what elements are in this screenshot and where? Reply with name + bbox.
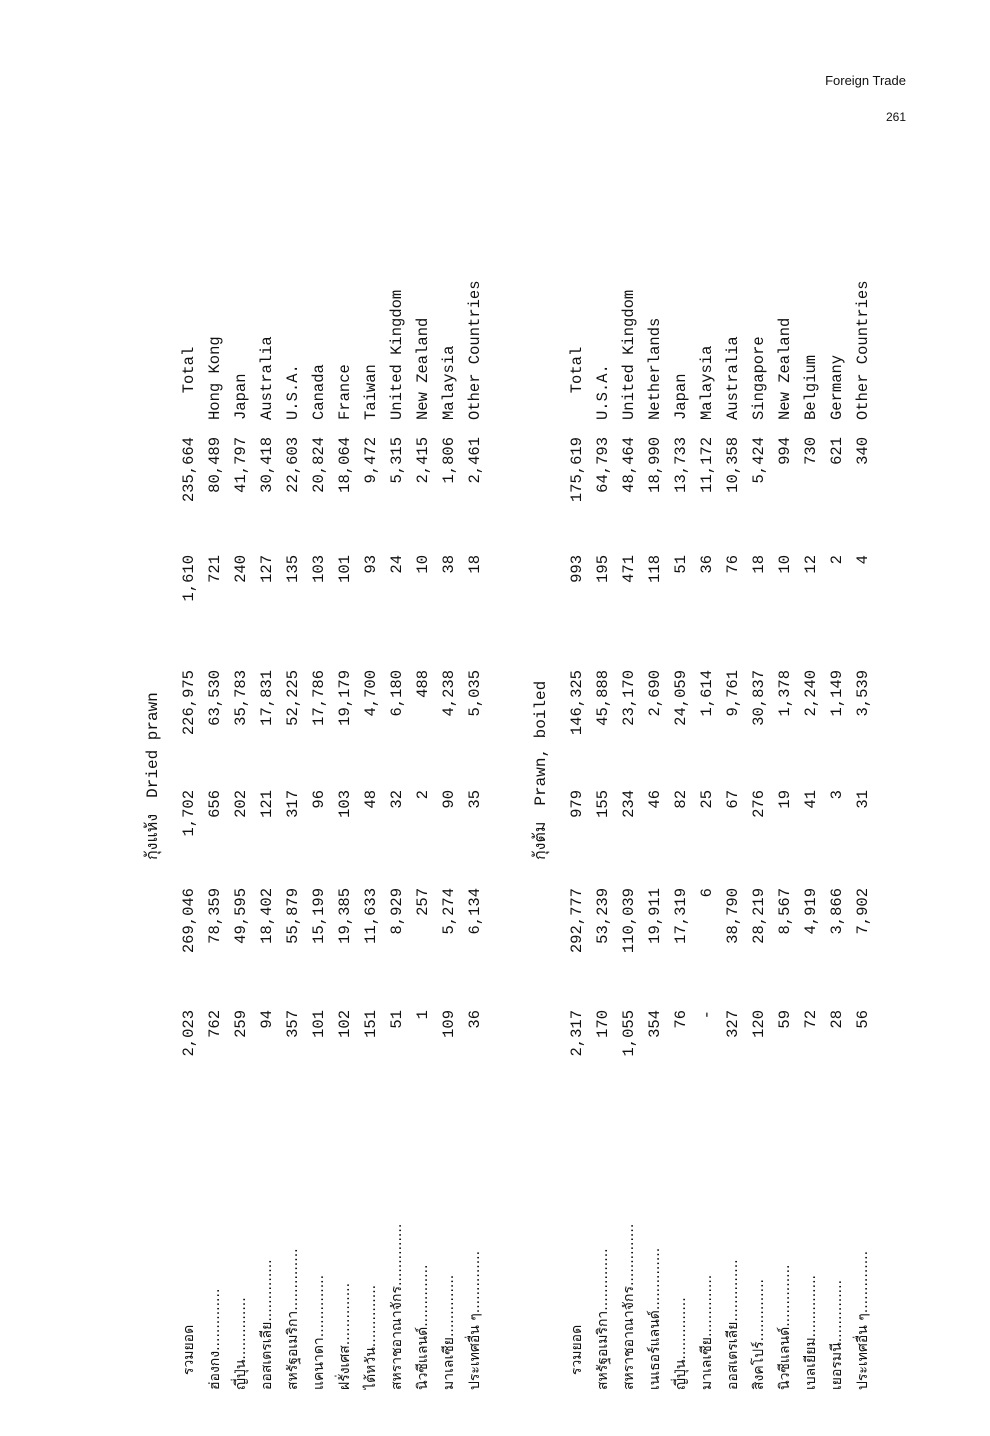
total-row <box>176 280 202 1400</box>
value-cell: 10,358 <box>724 437 742 493</box>
english-country-label: Singapore <box>750 336 768 420</box>
value-cell: 103 <box>336 790 354 818</box>
thai-country-label: ญี่ปุ่น.............. <box>233 1297 249 1390</box>
table-row <box>824 280 850 1400</box>
english-country-label: Total <box>568 346 586 394</box>
section-title-english: Dried prawn <box>144 692 162 798</box>
thai-country-label: สหรัฐอเมริกา.............. <box>595 1248 611 1390</box>
english-country-label: Other Countries <box>466 280 484 420</box>
value-cell: 118 <box>646 555 664 583</box>
value-cell: 9,761 <box>724 670 742 717</box>
value-cell: 979 <box>568 790 586 818</box>
value-cell: 10 <box>776 555 794 574</box>
value-cell: 45,888 <box>594 670 612 726</box>
english-country-label: New Zealand <box>776 317 794 420</box>
section-title <box>528 681 554 860</box>
value-cell: 3,866 <box>828 888 846 935</box>
table-row <box>358 280 384 1400</box>
table-row <box>772 280 798 1400</box>
value-cell: 101 <box>310 1010 328 1038</box>
value-cell: 235,664 <box>180 437 198 503</box>
english-country-label: Japan <box>232 373 250 420</box>
value-cell: 101 <box>336 555 354 583</box>
value-cell: 48 <box>362 790 380 809</box>
value-cell: 96 <box>310 790 328 809</box>
table-row <box>384 280 410 1400</box>
table-row <box>642 280 668 1400</box>
table-row <box>202 280 228 1400</box>
value-cell: 20,824 <box>310 437 328 493</box>
value-cell: 2 <box>828 555 846 565</box>
value-cell: 257 <box>414 888 432 916</box>
value-cell: 471 <box>620 555 638 583</box>
thai-country-label: มาเลเซีย.............. <box>441 1274 457 1390</box>
value-cell: 23,170 <box>620 670 638 726</box>
value-cell: 19,179 <box>336 670 354 726</box>
value-cell: 155 <box>594 790 612 818</box>
value-cell: 202 <box>232 790 250 818</box>
value-cell: 234 <box>620 790 638 818</box>
total-row <box>564 280 590 1400</box>
english-country-label: Hong Kong <box>206 336 224 420</box>
value-cell: 135 <box>284 555 302 583</box>
value-cell: 18,064 <box>336 437 354 493</box>
thai-country-label: สหราชอาณาจักร.............. <box>389 1223 405 1390</box>
value-cell: 11,633 <box>362 888 380 944</box>
value-cell: 146,325 <box>568 670 586 736</box>
thai-country-label: ญี่ปุ่น.............. <box>673 1297 689 1390</box>
value-cell: 41,797 <box>232 437 250 493</box>
english-country-label: Malaysia <box>698 345 716 420</box>
thai-country-label: สหราชอาณาจักร.............. <box>621 1223 637 1390</box>
thai-country-label: ประเทศอื่น ๆ.............. <box>855 1250 871 1390</box>
value-cell: 5,035 <box>466 670 484 717</box>
english-country-label: Malaysia <box>440 345 458 420</box>
value-cell: 48,464 <box>620 437 638 493</box>
value-cell: 1,702 <box>180 790 198 837</box>
section-title-thai: กุ้งต้ม <box>532 821 550 860</box>
table-row <box>746 280 772 1400</box>
value-cell: 340 <box>854 437 872 465</box>
value-cell: 621 <box>828 437 846 465</box>
value-cell: 78,359 <box>206 888 224 944</box>
value-cell: 2,317 <box>568 1010 586 1057</box>
table-row <box>668 280 694 1400</box>
value-cell: 52,225 <box>284 670 302 726</box>
value-cell: 151 <box>362 1010 380 1038</box>
value-cell: 259 <box>232 1010 250 1038</box>
value-cell: 93 <box>362 555 380 574</box>
value-cell: 51 <box>672 555 690 574</box>
value-cell: 109 <box>440 1010 458 1038</box>
english-country-label: Total <box>180 346 198 394</box>
value-cell: 56 <box>854 1010 872 1029</box>
value-cell: 2 <box>414 790 432 800</box>
value-cell: 10 <box>414 555 432 574</box>
value-cell: 19 <box>776 790 794 809</box>
value-cell: 1,378 <box>776 670 794 717</box>
table-row <box>462 280 488 1400</box>
value-cell: 19,911 <box>646 888 664 944</box>
value-cell: 175,619 <box>568 437 586 503</box>
value-cell: 2,240 <box>802 670 820 717</box>
value-cell: 53,239 <box>594 888 612 944</box>
value-cell: 17,319 <box>672 888 690 944</box>
value-cell: 38,790 <box>724 888 742 944</box>
thai-country-label: ฮ่องกง.............. <box>207 1288 223 1390</box>
value-cell: 38 <box>440 555 458 574</box>
rotated-table <box>140 280 872 1400</box>
value-cell: 11,172 <box>698 437 716 493</box>
value-cell: 762 <box>206 1010 224 1038</box>
value-cell: 59 <box>776 1010 794 1029</box>
value-cell: 51 <box>388 1010 406 1029</box>
value-cell: 28,219 <box>750 888 768 944</box>
value-cell: 354 <box>646 1010 664 1038</box>
value-cell: 12 <box>802 555 820 574</box>
value-cell: 76 <box>724 555 742 574</box>
value-cell: 5,274 <box>440 888 458 935</box>
value-cell: 1,149 <box>828 670 846 717</box>
value-cell: 4 <box>854 555 872 565</box>
value-cell: 226,975 <box>180 670 198 736</box>
value-cell: 63,530 <box>206 670 224 726</box>
value-cell: 46 <box>646 790 664 809</box>
table-row <box>306 280 332 1400</box>
value-cell: 4,238 <box>440 670 458 717</box>
english-country-label: New Zealand <box>414 317 432 420</box>
value-cell: 18,402 <box>258 888 276 944</box>
value-cell: 18 <box>750 555 768 574</box>
english-country-label: U.S.A. <box>594 364 612 420</box>
value-cell: 1,055 <box>620 1010 638 1057</box>
value-cell: 9,472 <box>362 437 380 484</box>
value-cell: 24,059 <box>672 670 690 726</box>
thai-country-label: นิวซีแลนด์.............. <box>415 1264 431 1390</box>
english-country-label: Belgium <box>802 354 820 420</box>
thai-country-label: เนเธอร์แลนด์.............. <box>647 1247 663 1390</box>
value-cell: 15,199 <box>310 888 328 944</box>
english-country-label: Australia <box>724 336 742 420</box>
value-cell: 6 <box>698 888 716 898</box>
value-cell: 1,614 <box>698 670 716 717</box>
table-row <box>720 280 746 1400</box>
value-cell: 28 <box>828 1010 846 1029</box>
value-cell: 19,385 <box>336 888 354 944</box>
value-cell: 6,180 <box>388 670 406 717</box>
thai-country-label: สหรัฐอเมริกา.............. <box>285 1248 301 1390</box>
value-cell: 1,610 <box>180 555 198 602</box>
value-cell: 4,700 <box>362 670 380 717</box>
value-cell: 8,567 <box>776 888 794 935</box>
value-cell: 127 <box>258 555 276 583</box>
table-row <box>228 280 254 1400</box>
running-header-title: Foreign Trade <box>825 73 906 88</box>
english-country-label: Canada <box>310 364 328 420</box>
value-cell: 32 <box>388 790 406 809</box>
value-cell: - <box>698 1010 716 1020</box>
value-cell: 67 <box>724 790 742 809</box>
value-cell: 110,039 <box>620 888 638 954</box>
thai-country-label: มาเลเซีย.............. <box>699 1274 715 1390</box>
value-cell: 72 <box>802 1010 820 1029</box>
english-country-label: Netherlands <box>646 317 664 420</box>
thai-country-label: นิวซีแลนด์.............. <box>777 1264 793 1390</box>
value-cell: 80,489 <box>206 437 224 493</box>
value-cell: 17,786 <box>310 670 328 726</box>
section-title <box>140 692 166 860</box>
english-country-label: Germany <box>828 354 846 420</box>
value-cell: 18 <box>466 555 484 574</box>
value-cell: 55,879 <box>284 888 302 944</box>
value-cell: 103 <box>310 555 328 583</box>
table-row <box>850 280 876 1400</box>
english-country-label: U.S.A. <box>284 364 302 420</box>
value-cell: 721 <box>206 555 224 583</box>
value-cell: 1 <box>414 1010 432 1020</box>
value-cell: 6,134 <box>466 888 484 935</box>
thai-country-label: ประเทศอื่น ๆ.............. <box>467 1250 483 1390</box>
value-cell: 994 <box>776 437 794 465</box>
value-cell: 24 <box>388 555 406 574</box>
english-country-label: Other Countries <box>854 280 872 420</box>
value-cell: 64,793 <box>594 437 612 493</box>
value-cell: 36 <box>466 1010 484 1029</box>
value-cell: 18,990 <box>646 437 664 493</box>
value-cell: 730 <box>802 437 820 465</box>
section-title-english: Prawn, boiled <box>532 680 550 806</box>
value-cell: 317 <box>284 790 302 818</box>
value-cell: 8,929 <box>388 888 406 935</box>
value-cell: 120 <box>750 1010 768 1038</box>
table-row <box>436 280 462 1400</box>
table-row <box>410 280 436 1400</box>
table-row <box>332 280 358 1400</box>
english-country-label: France <box>336 364 354 420</box>
value-cell: 488 <box>414 670 432 698</box>
value-cell: 3 <box>828 790 846 800</box>
value-cell: 195 <box>594 555 612 583</box>
thai-country-label: ออสเตรเลีย.............. <box>725 1259 741 1390</box>
value-cell: 292,777 <box>568 888 586 954</box>
value-cell: 13,733 <box>672 437 690 493</box>
thai-country-label: เบลเยียม.............. <box>803 1275 819 1390</box>
value-cell: 2,415 <box>414 437 432 484</box>
value-cell: 121 <box>258 790 276 818</box>
english-country-label: Australia <box>258 336 276 420</box>
value-cell: 82 <box>672 790 690 809</box>
value-cell: 1,806 <box>440 437 458 484</box>
value-cell: 35,783 <box>232 670 250 726</box>
value-cell: 30,837 <box>750 670 768 726</box>
table-row <box>694 280 720 1400</box>
value-cell: 276 <box>750 790 768 818</box>
value-cell: 30,418 <box>258 437 276 493</box>
value-cell: 656 <box>206 790 224 818</box>
value-cell: 2,023 <box>180 1010 198 1057</box>
value-cell: 7,902 <box>854 888 872 935</box>
thai-country-label: ไต้หวัน.............. <box>363 1284 379 1390</box>
value-cell: 2,461 <box>466 437 484 484</box>
value-cell: 31 <box>854 790 872 809</box>
value-cell: 17,831 <box>258 670 276 726</box>
thai-country-label: สิงคโปร์.............. <box>751 1279 767 1390</box>
thai-country-label: รวมยอด <box>569 1324 585 1376</box>
value-cell: 102 <box>336 1010 354 1038</box>
value-cell: 41 <box>802 790 820 809</box>
thai-country-label: แคนาดา.............. <box>311 1274 327 1390</box>
value-cell: 2,690 <box>646 670 664 717</box>
value-cell: 993 <box>568 555 586 583</box>
thai-country-label: รวมยอด <box>181 1324 197 1376</box>
value-cell: 240 <box>232 555 250 583</box>
value-cell: 357 <box>284 1010 302 1038</box>
value-cell: 35 <box>466 790 484 809</box>
value-cell: 4,919 <box>802 888 820 935</box>
thai-country-label: ออสเตรเลีย.............. <box>259 1259 275 1390</box>
value-cell: 49,595 <box>232 888 250 944</box>
value-cell: 22,603 <box>284 437 302 493</box>
english-country-label: Japan <box>672 373 690 420</box>
thai-country-label: ฝรั่งเศส.............. <box>337 1282 353 1390</box>
english-country-label: United Kingdom <box>388 289 406 420</box>
english-country-label: Taiwan <box>362 364 380 420</box>
table-row <box>280 280 306 1400</box>
value-cell: 5,315 <box>388 437 406 484</box>
value-cell: 76 <box>672 1010 690 1029</box>
section-title-thai: กุ้งแห้ง <box>144 813 162 860</box>
table-row <box>798 280 824 1400</box>
value-cell: 327 <box>724 1010 742 1038</box>
value-cell: 36 <box>698 555 716 574</box>
page-number: 261 <box>885 110 906 124</box>
value-cell: 25 <box>698 790 716 809</box>
table-row <box>590 280 616 1400</box>
value-cell: 5,424 <box>750 437 768 484</box>
value-cell: 3,539 <box>854 670 872 717</box>
value-cell: 90 <box>440 790 458 809</box>
value-cell: 170 <box>594 1010 612 1038</box>
thai-country-label: เยอรมนี.............. <box>829 1279 845 1390</box>
table-row <box>254 280 280 1400</box>
table-row <box>616 280 642 1400</box>
value-cell: 94 <box>258 1010 276 1029</box>
english-country-label: United Kingdom <box>620 289 638 420</box>
value-cell: 269,046 <box>180 888 198 954</box>
